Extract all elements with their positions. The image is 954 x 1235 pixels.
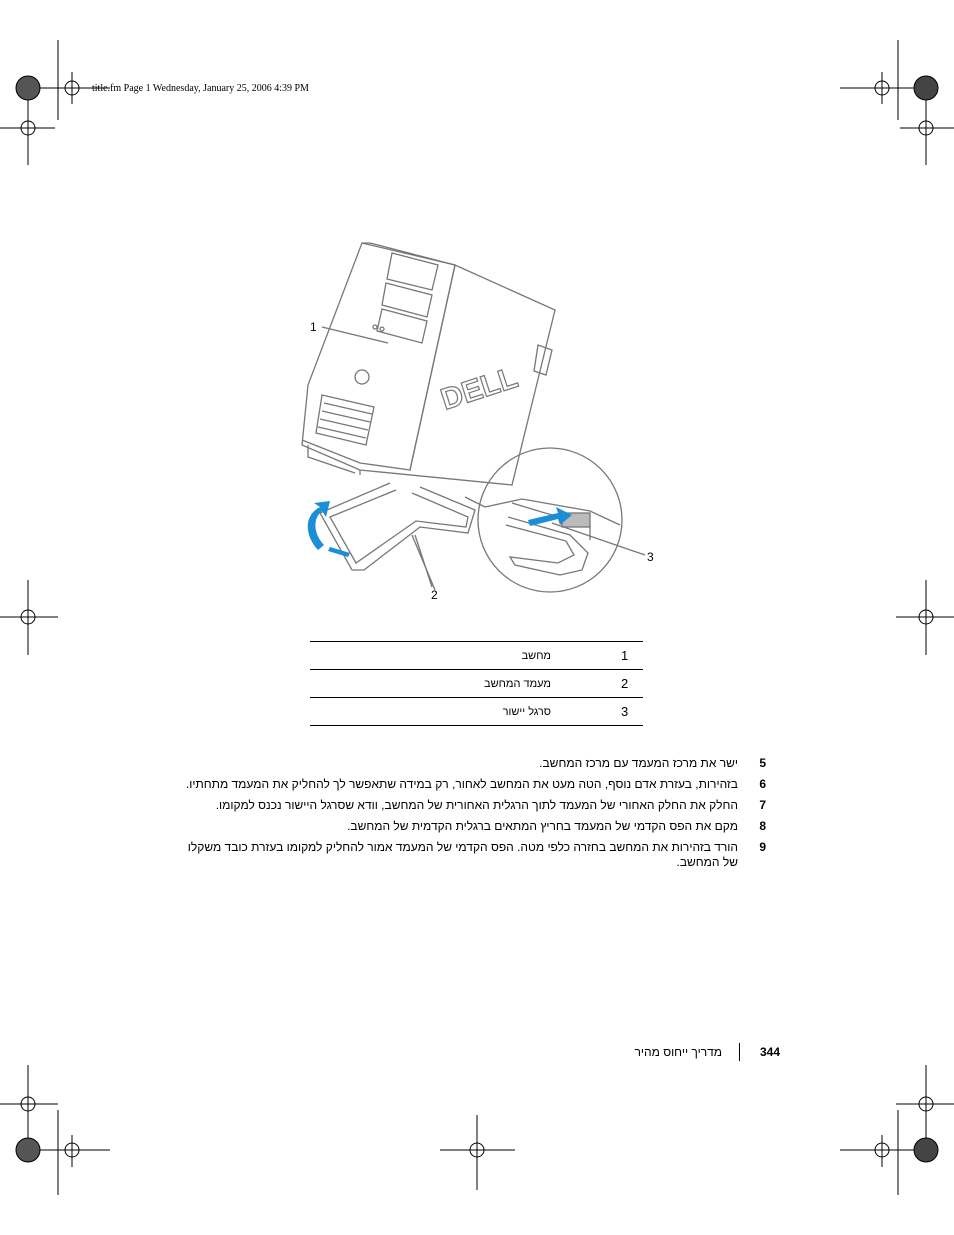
- callout-legend-table: [310, 641, 643, 726]
- legend-label: סרגל יישור: [310, 698, 621, 726]
- list-item: [180, 798, 766, 813]
- computer-stand-illustration: [290, 235, 670, 605]
- legend-number: 3: [621, 698, 643, 726]
- legend-number: 1: [621, 642, 643, 670]
- legend-number: 2: [621, 670, 643, 698]
- step-text: החלק את החלק האחורי של המעמד לתוך הרגלית האחורית של המחשב, וודא שסרגל היישור נכנס למקומו.: [215, 798, 738, 812]
- step-number: 5: [759, 756, 766, 770]
- callout-3: 3: [647, 550, 654, 564]
- callout-2: 2: [431, 588, 438, 602]
- instruction-steps: [180, 756, 766, 876]
- dell-logo: DELL: [436, 361, 522, 417]
- step-number: 6: [759, 777, 766, 791]
- table-row: [310, 698, 643, 726]
- step-text: בזהירות, בעזרת אדם נוסף, הטה מעט את המחשב לאחור, רק במידה שתאפשר לך להחליק את המעמד מתחתיו.: [185, 777, 738, 791]
- step-number: 7: [759, 798, 766, 812]
- legend-label: מחשב: [310, 642, 621, 670]
- table-row: [310, 642, 643, 670]
- list-item: [180, 840, 766, 870]
- list-item: [180, 819, 766, 834]
- table-row: [310, 670, 643, 698]
- legend-label: מעמד המחשב: [310, 670, 621, 698]
- footer-divider: [739, 1043, 740, 1061]
- step-text: מקם את הפס הקדמי של המעמד בחריץ המתאים ברגלית הקדמית של המחשב.: [347, 819, 738, 833]
- callout-1: 1: [310, 320, 317, 334]
- list-item: [180, 777, 766, 792]
- print-info-header: title.fm Page 1 Wednesday, January 25, 2006 4:39 PM: [92, 83, 309, 94]
- step-number: 9: [759, 840, 766, 854]
- list-item: [180, 756, 766, 771]
- footer-title: מדריך ייחוס מהיר: [634, 1045, 722, 1059]
- page-footer: [560, 1045, 780, 1061]
- page-number: 344: [759, 1045, 780, 1059]
- step-text: הורד בזהירות את המחשב בחזרה כלפי מטה. הפס הקדמי של המעמד אמור להחליק למקומו בעזרת כובד משקלו של המחשב.: [187, 840, 738, 869]
- step-text: ישר את מרכז המעמד עם מרכז המחשב.: [539, 756, 738, 770]
- step-number: 8: [759, 819, 766, 833]
